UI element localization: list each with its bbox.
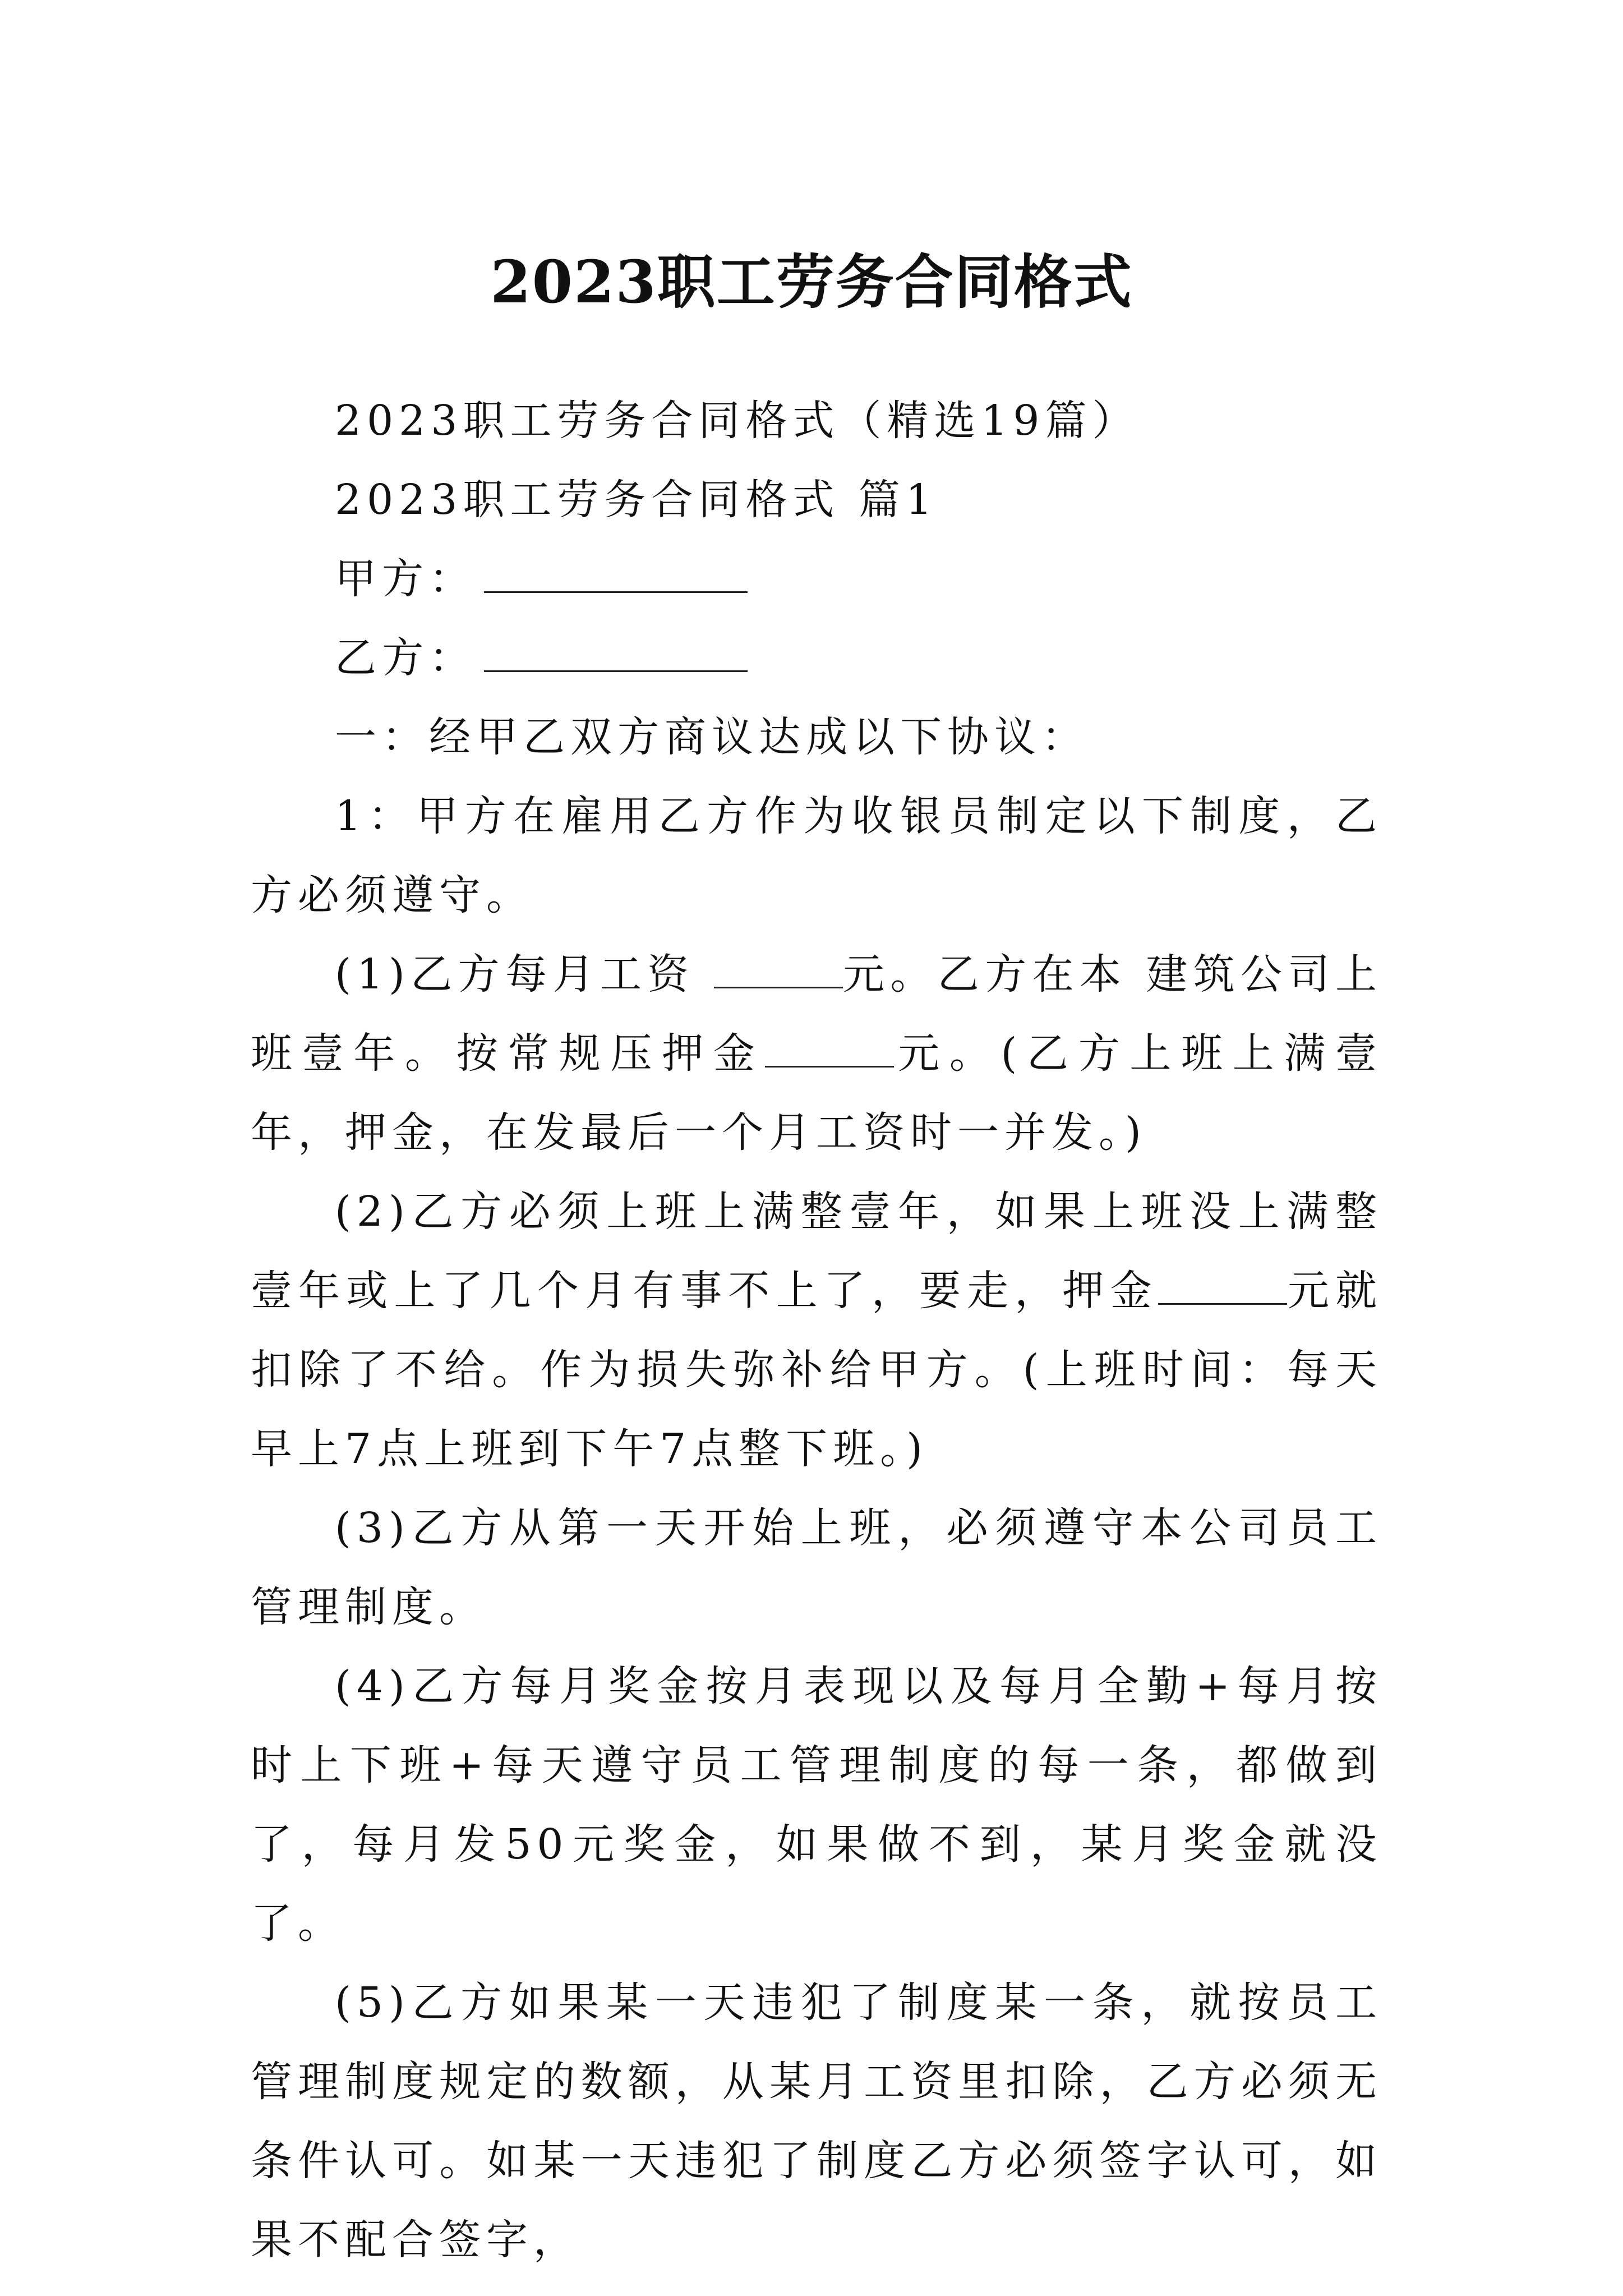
item-1-text-c: 元。(乙方上班上满壹年，押金，在发最后一个月工资时一并发。) bbox=[251, 1029, 1382, 1157]
document-title: 2023职工劳务合同格式 bbox=[490, 247, 1133, 316]
party-b-blank bbox=[484, 670, 748, 672]
party-a-label: 甲方： bbox=[335, 555, 476, 603]
clause-item-1 bbox=[251, 935, 1382, 1172]
deposit-blank bbox=[765, 1066, 894, 1068]
party-b-line bbox=[251, 619, 1382, 698]
forfeit-deposit-blank bbox=[1158, 1303, 1287, 1305]
clause-item-3: (3)乙方从第一天开始上班，必须遵守本公司员工管理制度。 bbox=[251, 1504, 1382, 1631]
party-b-label: 乙方： bbox=[335, 634, 476, 682]
agreement-intro: 一：经甲乙双方商议达成以下协议： bbox=[335, 713, 1089, 761]
clause-1: 1：甲方在雇用乙方作为收银员制定以下制度，乙方必须遵守。 bbox=[251, 792, 1382, 919]
salary-blank bbox=[714, 987, 843, 988]
item-2-text-b: 元就扣除了不给。作为损失弥补给甲方。(上班时间：每天早上7点上班到下午7点整下班。) bbox=[251, 1267, 1383, 1473]
subtitle: 2023职工劳务合同格式（精选19篇） bbox=[335, 397, 1140, 445]
party-a-line bbox=[251, 540, 1382, 619]
clause-item-5: (5)乙方如果某一天违犯了制度某一条，就按员工管理制度规定的数额，从某月工资里扣除，乙方必须无条件认可。如某一天违犯了制度乙方必须签字认可，如果不配合签字， bbox=[251, 1978, 1382, 2264]
party-a-blank bbox=[484, 591, 748, 593]
clause-item-4: (4)乙方每月奖金按月表现以及每月全勤+每月按时上下班+每天遵守员工管理制度的每一条，都做到了，每月发50元奖金，如果做不到，某月奖金就没了。 bbox=[251, 1662, 1382, 1948]
item-1-text-a: (1)乙方每月工资 bbox=[335, 950, 714, 999]
section-heading: 2023职工劳务合同格式 篇1 bbox=[335, 476, 938, 524]
document-body bbox=[251, 381, 1382, 2280]
clause-item-2 bbox=[251, 1172, 1382, 1489]
item-1-text-b: 元。乙方在本 建筑公司上班壹年。按常规压押金 bbox=[251, 950, 1382, 1078]
item-2-text-a: (2)乙方必须上班上满整壹年，如果上班没上满整壹年或上了几个月有事不上了，要走，押金 bbox=[251, 1188, 1382, 1315]
